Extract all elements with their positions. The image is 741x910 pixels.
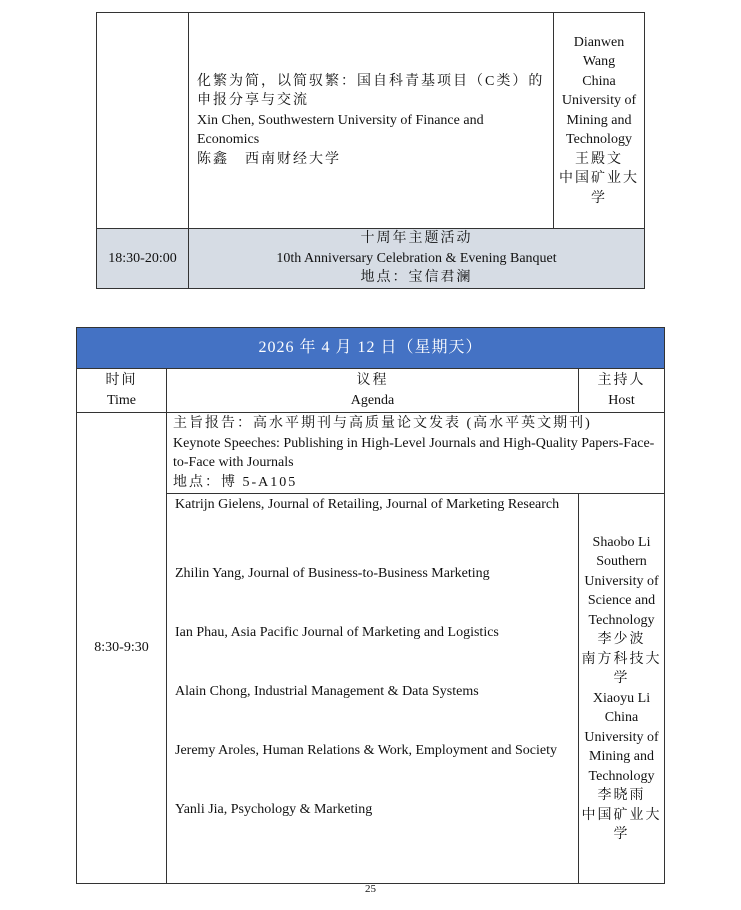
previous-day-schedule-table (96, 12, 645, 289)
page-number: 25 (365, 883, 376, 895)
host-block (581, 689, 662, 845)
column-header-row (77, 369, 665, 413)
empty-time-cell (97, 13, 189, 229)
table-row (77, 328, 665, 369)
talks-cell (167, 494, 579, 884)
agenda-header-cn: 议程 (356, 373, 389, 388)
host-affiliation-cn: 中国矿业大学 (581, 807, 662, 842)
day-schedule-table (76, 327, 665, 884)
evening-event-cell (189, 229, 645, 289)
agenda-header-en: Agenda (350, 392, 395, 408)
time-column-header (77, 369, 167, 413)
evening-time-cell: 18:30-20:00 (97, 229, 189, 289)
host-affiliation-en: China University of Mining and Technology (561, 73, 637, 148)
host-name-en: Dianwen Wang (573, 34, 625, 70)
host-column-header (579, 369, 665, 413)
list-item: Zhilin Yang, Journal of Business-to-Business Marketing (175, 565, 490, 581)
list-item: Katrijn Gielens, Journal of Retailing, Journal of Marketing Research (175, 497, 560, 512)
keynote-title-cn: 主旨报告：高水平期刊与高质量论文发表 (高水平英文期刊) (173, 416, 592, 431)
keynote-location: 地点：博 5-A105 (173, 474, 298, 490)
session-speaker-cn: 陈鑫 西南财经大学 (197, 151, 341, 167)
list-item: Alain Chong, Industrial Management & Data Systems (175, 683, 479, 699)
evening-title-en: 10th Anniversary Celebration & Evening Banquet (276, 250, 557, 266)
session-host-cell (554, 13, 645, 229)
keynote-title-en: Keynote Speeches: Publishing in High-Level Journals and High-Quality Papers-Face-to-Face with Journals (173, 435, 655, 470)
list-item: Yanli Jia, Psychology & Marketing (175, 801, 373, 817)
table-row (97, 13, 645, 229)
list-item: Jeremy Aroles, Human Relations & Work, Employment and Society (175, 742, 557, 758)
host-affiliation-cn: 中国矿业大学 (559, 171, 639, 206)
agenda-column-header (167, 369, 579, 413)
host-affiliation-en: Southern University of Science and Technology (584, 554, 659, 628)
host-name-en: Shaobo Li (592, 534, 651, 550)
time-slot-cell: 8:30-9:30 (77, 413, 167, 884)
keynote-cell (167, 413, 665, 494)
host-header-cn: 主持人 (597, 373, 646, 388)
time-header-cn: 时间 (105, 373, 138, 388)
date-header: 2026 年 4 月 12 日（星期天） (77, 328, 665, 369)
table-row (77, 413, 665, 494)
host-header-en: Host (608, 392, 635, 408)
host-name-cn: 李晓雨 (597, 788, 646, 803)
host-name-cn: 王殿文 (575, 151, 623, 167)
session-agenda-cell (189, 13, 554, 229)
session-title: 化繁为简，以简驭繁：国自科青基项目（C类）的申报分享与交流 (197, 73, 545, 109)
host-block (581, 533, 662, 689)
time-header-en: Time (106, 392, 137, 408)
host-name-cn: 李少波 (597, 632, 646, 647)
host-affiliation-en: China University of Mining and Technology (584, 710, 659, 784)
table-row (97, 229, 645, 289)
host-name-en: Xiaoyu Li (592, 690, 651, 706)
evening-title-cn: 十周年主题活动 (360, 231, 473, 246)
host-affiliation-cn: 南方科技大学 (581, 651, 662, 686)
keynote-hosts-cell (579, 494, 665, 884)
list-item: Ian Phau, Asia Pacific Journal of Marketing and Logistics (175, 624, 499, 640)
session-speaker-en: Xin Chen, Southwestern University of Finance and Economics (197, 112, 484, 148)
evening-location: 地点：宝信君澜 (360, 270, 473, 285)
